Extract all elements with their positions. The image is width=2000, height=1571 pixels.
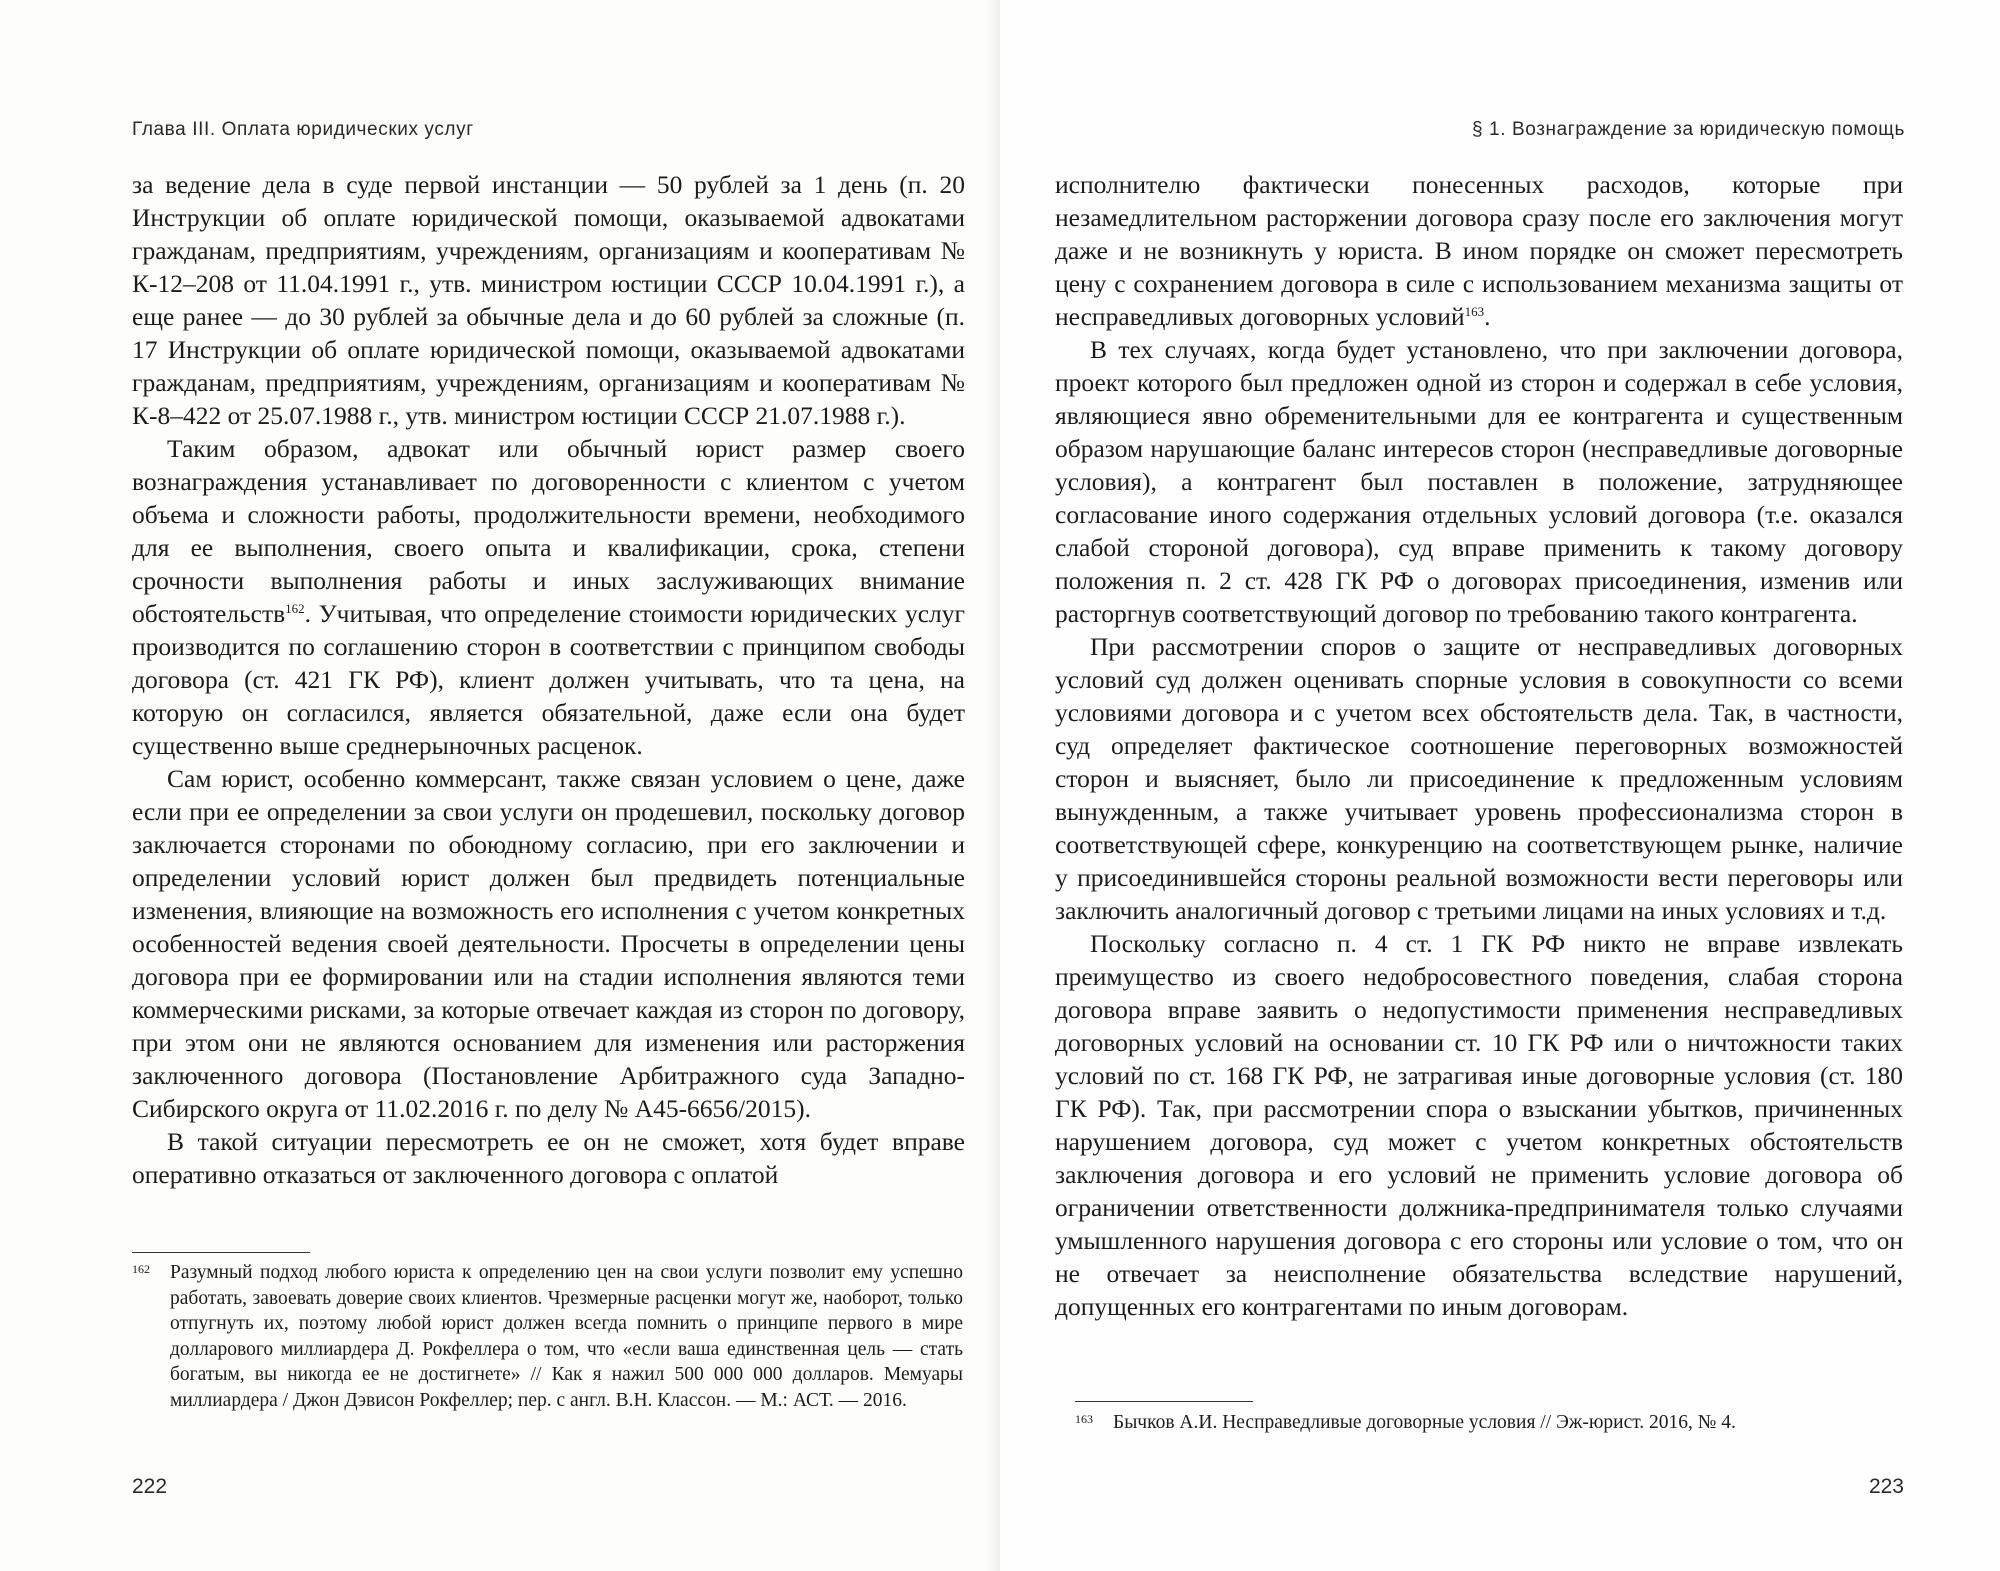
page-number-left: 222 [132,1475,168,1498]
paragraph [1055,168,1903,333]
paragraph: Поскольку согласно п. 4 ст. 1 ГК РФ никто не вправе извлекать преимущество из своего недобросовестного поведения, слабая сторона договора вправе заявить о недопустимости применения несправедливых договорных условий на основании ст. 10 ГК РФ или о ничтожности таких условий по ст. 168 ГК РФ, не затрагивая иные договорные условия (ст. 180 ГК РФ). Так, при рассмотрении спора о взыскании убытков, причиненных нарушением договора, суд может с учетом конкретных обстоятельств заключения договора и его условий не применить условие договора об ограничении ответственности должника-предпринимателя только случаями умышленного нарушения договора с его стороны или условие о том, что он не отвечает за неисполнение обязательства вследствие нарушений, допущенных его контрагентами по иным договорам. [1055,929,1903,1321]
text-run: исполнителю фактически понесенных расходов, которые при незамедлительном расторжении договора сразу после его заключения могут даже и не возникнуть у юриста. В ином порядке он сможет пересмотреть цену с сохранением договора в силе с использованием механизма защиты от несправедливых договорных условий [1055,170,1903,331]
text-run: . [1484,302,1491,331]
footnotes-left [132,1260,963,1413]
page-number-right: 223 [1868,1475,1904,1498]
paragraph: В такой ситуации пересмотреть ее он не сможет, хотя будет вправе оперативно отказаться от заключенного договора с оплатой [132,1127,965,1189]
footnote-divider [1075,1401,1253,1402]
right-page [1000,0,2000,1571]
body-text-left [132,168,965,1191]
paragraph: за ведение дела в суде первой инстанции — 50 рублей за 1 день (п. 20 Инструкции об оплате юридической помощи, оказываемой адвокатами гражданам, предприятиям, учреждениям, организациям и кооперативам № К-12–208 от 11.04.1991 г., утв. министром юстиции СССР 10.04.1991 г.), а еще ранее — до 30 рублей за обычные дела и до 60 рублей за сложные (п. 17 Инструкции об оплате юридической помощи, оказываемой адвокатами гражданам, предприятиям, учреждениям, организациям и кооперативам № К-8–422 от 25.07.1988 г., утв. министром юстиции СССР 21.07.1988 г.). [132,170,965,430]
footnote-divider [132,1252,310,1253]
footnote-text: Разумный подход любого юриста к определению цен на свои услуги позволит ему успешно работать, завоевать доверие своих клиентов. Чрезмерные расценки могут же, наоборот, только отпугнуть их, поэтому любой юрист должен всегда помнить о принципе первого в мире долларового миллиардера Д. Рокфеллера о том, что «если ваша единственная цель — стать богатым, вы никогда ее не достигнете» // Как я нажил 500 000 000 долларов. Мемуары миллиардера / Джон Дэвисон Рокфеллер; пер. с англ. В.Н. Классон. — М.: АСТ. — 2016. [170,1262,963,1411]
body-text-right [1055,168,1903,1323]
footnote [1075,1410,1905,1436]
text-run: Таким образом, адвокат или обычный юрист размер своего вознаграждения устанавливает по договоренности с клиентом с учетом объема и сложности работы, продолжительности времени, необходимого для ее выполнения, своего опыта и квалификации, срока, степени срочности выполнения работы и иных заслуживающих внимание обстоятельств [132,434,965,628]
paragraph: При рассмотрении споров о защите от несправедливых договорных условий суд должен оценивать спорные условия в совокупности со всеми условиями договора и с учетом всех обстоятельств дела. Так, в частности, суд определяет фактическое соотношение переговорных возможностей сторон и выясняет, было ли присоединение к предложенным условиям вынужденным, а также учитывает уровень профессионализма сторон в соответствующей сфере, конкуренцию на соответствующем рынке, наличие у присоединившейся стороны реальной возможности вести переговоры или заключить аналогичный договор с третьими лицами на иных условиях и т.д. [1055,632,1903,925]
running-head-left: Глава III. Оплата юридических услуг [132,119,474,140]
paragraph: В тех случаях, когда будет установлено, что при заключении договора, проект которого был предложен одной из сторон и содержал в себе условия, являющиеся явно обременительными для ее контрагента и существенным образом нарушающие баланс интересов сторон (несправедливые договорные условия), а контрагент был поставлен в положение, затрудняющее согласование иного содержания отдельных условий договора (т.е. оказался слабой стороной договора), суд вправе применить к такому договору положения п. 2 ст. 428 ГК РФ о договорах присоединения, изменив или расторгнув соответствующий договор по требованию такого контрагента. [1055,335,1903,628]
footnote [132,1260,963,1413]
paragraph: Сам юрист, особенно коммерсант, также связан условием о цене, даже если при ее определении за свои услуги он продешевил, поскольку договор заключается сторонами по обоюдному согласию, при его заключении и определении условий юрист должен был предвидеть потенциальные изменения, влияющие на возможность его исполнения с учетом конкретных особенностей ведения своей деятельности. Просчеты в определении цены договора при ее формировании или на стадии исполнения являются теми коммерческими рисками, за которые отвечает каждая из сторон по договору, при этом они не являются основанием для изменения или расторжения заключенного договора (Постановление Арбитражного суда Западно-Сибирского округа от 11.02.2016 г. по делу № А45-6656/2015). [132,764,965,1123]
footnote-number: 163 [1075,1412,1093,1426]
paragraph [132,432,965,762]
footnote-number: 162 [132,1262,150,1276]
running-head-right: § 1. Вознаграждение за юридическую помощь [1472,119,1905,140]
footnote-reference[interactable]: 163 [1464,304,1485,319]
footnotes-right [1075,1410,1905,1436]
text-run: . Учитывая, что определение стоимости юридических услуг производится по соглашению сторон в соответствии с принципом свободы договора (ст. 421 ГК РФ), клиент должен учитывать, что та цена, на которую он согласился, является обязательной, даже если она будет существенно выше среднерыночных расценок. [132,599,965,760]
footnote-reference[interactable]: 162 [285,601,305,616]
footnote-text: Бычков А.И. Несправедливые договорные условия // Эж-юрист. 2016, № 4. [1113,1412,1736,1433]
